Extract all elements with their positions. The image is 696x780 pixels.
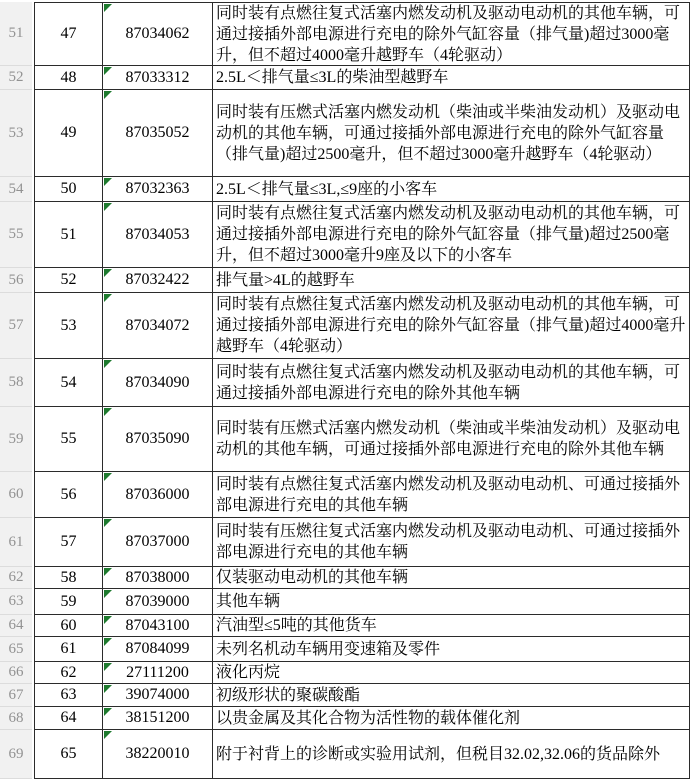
number-stored-as-text-indicator-icon bbox=[104, 731, 112, 739]
table-row bbox=[0, 589, 690, 615]
table-row bbox=[0, 567, 690, 589]
hs-code-value: 87039000 bbox=[125, 592, 190, 610]
hs-code-value: 27111200 bbox=[126, 663, 189, 681]
number-stored-as-text-indicator-icon bbox=[104, 67, 112, 75]
cell-description[interactable]: 以贵金属及其化合物为活性物的载体催化剂 bbox=[213, 707, 690, 730]
cell-hs-code[interactable] bbox=[103, 359, 213, 407]
cell-hs-code[interactable] bbox=[103, 730, 213, 779]
cell-hs-code[interactable] bbox=[103, 615, 213, 637]
excel-row-header[interactable]: 53 bbox=[0, 90, 32, 177]
cell-description[interactable]: 同时装有压燃式活塞内燃发动机（柴油或半柴油发动机）及驱动电动机的其他车辆，可通过接插外部电源进行充电的除外其他车辆 bbox=[213, 407, 690, 472]
table-row bbox=[0, 90, 690, 177]
table-row bbox=[0, 637, 690, 662]
hs-code-value: 87034062 bbox=[125, 25, 190, 42]
excel-row-header[interactable]: 67 bbox=[0, 684, 32, 707]
cell-hs-code[interactable] bbox=[103, 66, 213, 90]
table-row bbox=[0, 359, 690, 407]
table-row bbox=[0, 268, 690, 293]
table-row bbox=[0, 684, 690, 707]
excel-row-header[interactable]: 52 bbox=[0, 66, 32, 90]
cell-sequence-number[interactable]: 62 bbox=[34, 662, 103, 684]
hs-code-value: 87034090 bbox=[125, 373, 190, 391]
cell-hs-code[interactable] bbox=[103, 518, 213, 567]
cell-sequence-number[interactable]: 54 bbox=[34, 359, 103, 407]
hs-code-value: 87036000 bbox=[125, 485, 190, 503]
cell-hs-code[interactable] bbox=[103, 268, 213, 293]
number-stored-as-text-indicator-icon bbox=[104, 294, 112, 302]
hs-code-value: 87032363 bbox=[125, 180, 190, 197]
cell-sequence-number[interactable]: 64 bbox=[34, 707, 103, 730]
table-row bbox=[0, 2, 690, 66]
cell-description[interactable]: 同时装有点燃往复式活塞内燃发动机及驱动电动机的其他车辆，可通过接插外部电源进行充电的除外其他车辆 bbox=[213, 359, 690, 407]
number-stored-as-text-indicator-icon bbox=[104, 519, 112, 527]
cell-sequence-number[interactable]: 59 bbox=[34, 589, 103, 615]
cell-hs-code[interactable] bbox=[103, 177, 213, 202]
cell-hs-code[interactable] bbox=[103, 407, 213, 472]
table-row bbox=[0, 177, 690, 202]
hs-code-value: 39074000 bbox=[125, 686, 190, 703]
cell-hs-code[interactable] bbox=[103, 707, 213, 730]
cell-hs-code[interactable] bbox=[103, 637, 213, 662]
cell-description[interactable]: 同时装有压燃往复式活塞内燃发动机及驱动电动机、可通过接插外部电源进行充电的其他车辆 bbox=[213, 518, 690, 567]
hs-code-value: 87035090 bbox=[125, 430, 190, 447]
number-stored-as-text-indicator-icon bbox=[104, 269, 112, 277]
cell-sequence-number[interactable]: 56 bbox=[34, 472, 103, 518]
cell-description[interactable]: 液化丙烷 bbox=[213, 662, 690, 684]
cell-hs-code[interactable] bbox=[103, 472, 213, 518]
number-stored-as-text-indicator-icon bbox=[104, 178, 112, 186]
excel-row-header[interactable]: 69 bbox=[0, 730, 32, 779]
excel-row-header[interactable]: 54 bbox=[0, 177, 32, 202]
table-row bbox=[0, 407, 690, 472]
cell-description[interactable]: 排气量>4L的越野车 bbox=[213, 268, 690, 293]
number-stored-as-text-indicator-icon bbox=[104, 360, 112, 368]
number-stored-as-text-indicator-icon bbox=[104, 473, 112, 481]
cell-description[interactable]: 初级形状的聚碳酸酯 bbox=[213, 684, 690, 707]
number-stored-as-text-indicator-icon bbox=[104, 203, 112, 211]
cell-description[interactable]: 仅装驱动电动机的其他车辆 bbox=[213, 567, 690, 589]
cell-hs-code[interactable] bbox=[103, 567, 213, 589]
cell-sequence-number[interactable]: 48 bbox=[34, 66, 103, 90]
hs-code-value: 87037000 bbox=[125, 533, 190, 550]
cell-hs-code[interactable] bbox=[103, 2, 213, 66]
number-stored-as-text-indicator-icon bbox=[104, 590, 112, 598]
excel-row-header[interactable]: 68 bbox=[0, 707, 32, 730]
excel-row-header[interactable]: 60 bbox=[0, 472, 32, 518]
cell-sequence-number[interactable]: 53 bbox=[34, 293, 103, 359]
number-stored-as-text-indicator-icon bbox=[104, 638, 112, 646]
excel-row-header[interactable]: 66 bbox=[0, 662, 32, 684]
cell-hs-code[interactable] bbox=[103, 684, 213, 707]
hs-code-value: 38151200 bbox=[125, 709, 190, 726]
cell-sequence-number[interactable]: 52 bbox=[34, 268, 103, 293]
hs-code-value: 38220010 bbox=[125, 745, 190, 762]
cell-description[interactable]: 同时装有点燃往复式活塞内燃发动机及驱动电动机的其他车辆，可通过接插外部电源进行充电的除外气缸容量（排气量)超过2500毫升，但不超过3000毫升9座及以下的小客车 bbox=[213, 202, 690, 268]
table-row bbox=[0, 518, 690, 567]
cell-description[interactable]: 同时装有点燃往复式活塞内燃发动机及驱动电动机的其他车辆，可通过接插外部电源进行充电的除外气缸容量（排气量)超过3000毫升，但不超过4000毫升越野车（4轮驱动） bbox=[213, 2, 690, 66]
table-row bbox=[0, 615, 690, 637]
cell-sequence-number[interactable]: 47 bbox=[34, 2, 103, 66]
cell-sequence-number[interactable]: 63 bbox=[34, 684, 103, 707]
number-stored-as-text-indicator-icon bbox=[104, 708, 112, 716]
hs-code-value: 87034053 bbox=[125, 225, 190, 243]
cell-description[interactable]: 附于衬背上的诊断或实验用试剂，但税目32.02,32.06的货品除外 bbox=[213, 730, 690, 779]
cell-hs-code[interactable] bbox=[103, 589, 213, 615]
cell-description[interactable]: 同时装有点燃往复式活塞内燃发动机及驱动电动机、可通过接插外部电源进行充电的其他车辆 bbox=[213, 472, 690, 518]
cell-description[interactable]: 2.5L＜排气量≤3L,≤9座的小客车 bbox=[213, 177, 690, 202]
hs-code-value: 87032422 bbox=[125, 271, 190, 288]
hs-code-value: 87035052 bbox=[125, 124, 190, 141]
cell-sequence-number[interactable]: 61 bbox=[34, 637, 103, 662]
cell-hs-code[interactable] bbox=[103, 202, 213, 268]
excel-row-header[interactable]: 51 bbox=[0, 2, 32, 66]
cell-sequence-number[interactable]: 65 bbox=[34, 730, 103, 779]
excel-row-header[interactable]: 63 bbox=[0, 589, 32, 615]
number-stored-as-text-indicator-icon bbox=[104, 568, 112, 576]
number-stored-as-text-indicator-icon bbox=[104, 408, 112, 416]
hs-code-value: 87033312 bbox=[125, 68, 190, 86]
cell-description[interactable]: 同时装有点燃往复式活塞内燃发动机及驱动电动机的其他车辆，可通过接插外部电源进行充电的除外气缸容量（排气量)超过4000毫升越野车（4轮驱动） bbox=[213, 293, 690, 359]
excel-row-header[interactable]: 65 bbox=[0, 637, 32, 662]
cell-description[interactable]: 未列名机动车辆用变速箱及零件 bbox=[213, 637, 690, 662]
number-stored-as-text-indicator-icon bbox=[104, 91, 112, 99]
cell-sequence-number[interactable]: 50 bbox=[34, 177, 103, 202]
table-row bbox=[0, 66, 690, 90]
number-stored-as-text-indicator-icon bbox=[104, 685, 112, 693]
table-row bbox=[0, 293, 690, 359]
cell-sequence-number[interactable]: 51 bbox=[34, 202, 103, 268]
excel-row-header[interactable]: 55 bbox=[0, 202, 32, 268]
excel-row-header[interactable]: 58 bbox=[0, 359, 32, 407]
hs-code-value: 87038000 bbox=[125, 568, 190, 586]
cell-sequence-number[interactable]: 55 bbox=[34, 407, 103, 472]
cell-description[interactable]: 汽油型≤5吨的其他货车 bbox=[213, 615, 690, 637]
excel-row-header[interactable]: 61 bbox=[0, 518, 32, 567]
excel-row-header[interactable]: 59 bbox=[0, 407, 32, 472]
table-row bbox=[0, 662, 690, 684]
table-row bbox=[0, 202, 690, 268]
excel-row-header[interactable]: 64 bbox=[0, 615, 32, 637]
hs-code-value: 87034072 bbox=[125, 316, 190, 334]
cell-sequence-number[interactable]: 60 bbox=[34, 615, 103, 637]
table-row bbox=[0, 707, 690, 730]
cell-hs-code[interactable] bbox=[103, 662, 213, 684]
table-row bbox=[0, 472, 690, 518]
cell-description[interactable]: 其他车辆 bbox=[213, 589, 690, 615]
cell-hs-code[interactable] bbox=[103, 90, 213, 177]
table-row bbox=[0, 730, 690, 779]
cell-description[interactable]: 同时装有压燃式活塞内燃发动机（柴油或半柴油发动机）及驱动电动机的其他车辆，可通过接插外部电源进行充电的除外气缸容量（排气量)超过2500毫升，但不超过3000毫升越野车（4轮驱动） bbox=[213, 90, 690, 177]
excel-row-header[interactable]: 57 bbox=[0, 293, 32, 359]
cell-hs-code[interactable] bbox=[103, 293, 213, 359]
number-stored-as-text-indicator-icon bbox=[104, 663, 112, 671]
number-stored-as-text-indicator-icon bbox=[104, 4, 112, 12]
cell-sequence-number[interactable]: 57 bbox=[34, 518, 103, 567]
hs-code-value: 87084099 bbox=[125, 640, 190, 657]
cell-description[interactable]: 2.5L＜排气量≤3L的柴油型越野车 bbox=[213, 66, 690, 90]
excel-row-header[interactable]: 56 bbox=[0, 268, 32, 293]
cell-sequence-number[interactable]: 58 bbox=[34, 567, 103, 589]
hs-code-value: 87043100 bbox=[125, 616, 190, 634]
number-stored-as-text-indicator-icon bbox=[104, 616, 112, 624]
cell-sequence-number[interactable]: 49 bbox=[34, 90, 103, 177]
excel-row-header[interactable]: 62 bbox=[0, 567, 32, 589]
